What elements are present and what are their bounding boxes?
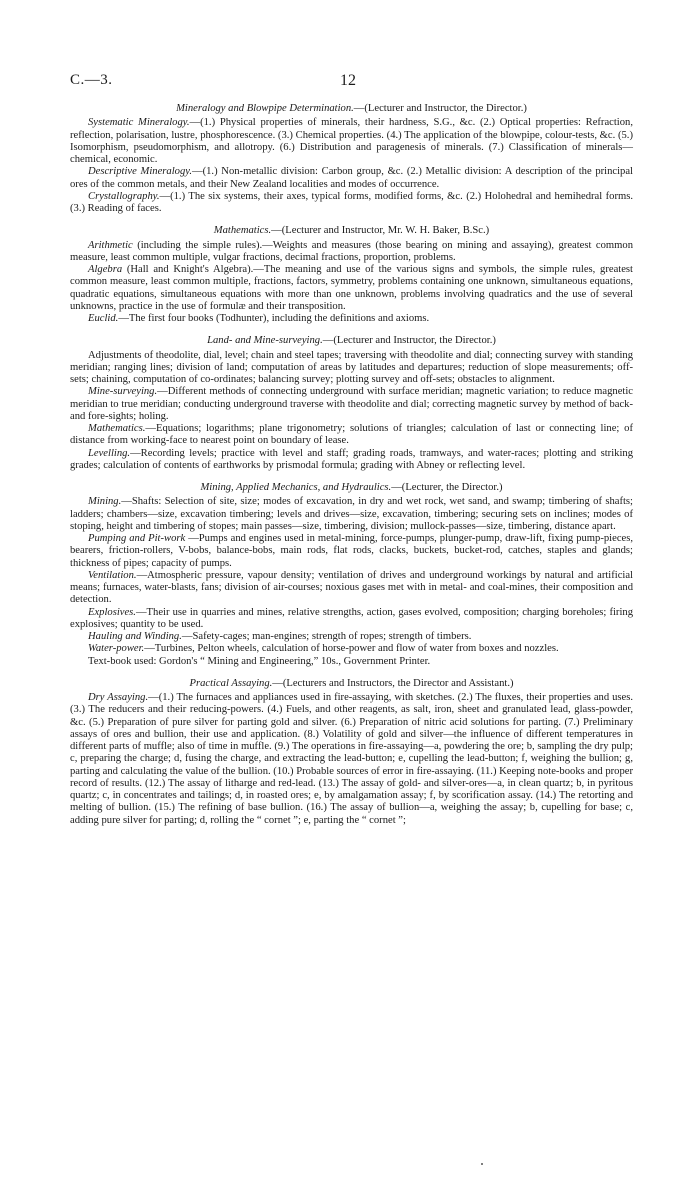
section-heading (70, 225, 633, 237)
section-instructor: —(Lecturers and Instructors, the Director and Assistant.) (272, 677, 514, 689)
section-heading (70, 103, 633, 115)
paragraph-text: —(1.) The furnaces and appliances used in fire-assaying, with sketches. (2.) The fluxes, their properties and uses. (3.) The reducers and their reducing-powers. (4.) Fuels, and other reagents, as salt, iron, sheet and granulated lead, glass-powder, &c. (5.) Preparation of pure silver for parting gold and silver. (6.) Preparation of nitric acid solutions for parting. (7.) Preliminary assays of ores and bullion, their use and application. (8.) Volatility of gold and silver—the influence of different temperatures in different parts of muffle; also of time in muffle. (9.) The operations in fire-assaying—a, powdering the ore; b, sampling the dry pulp; c, preparing the charge; d, fusing the charge, and extracting the lead-button; e, cupelling the lead-button; f, weighing the bullion; g, parting and calculating the value of the bullion. (10.) Probable sources of error in fire-assaying. (11.) Keeping note-books and proper record of results. (12.) The assay of litharge and red-lead. (13.) The assay of gold- and silver-ores—a, in clean quartz; b, in pyritous quartz; c, in concentrates and tailings; d, in roasted ores; e, by amalgamation assay; f, by scorification assay. (14.) The retorting and melting of bullion. (15.) The refining of base bullion. (16.) The assay of bullion—a, weighing the assay; b, cupelling for base; c, adding pure silver for parting; d, rolling the “ cornet ”; e, parting the “ cornet ”; (70, 692, 633, 826)
paragraph-lead: Ventilation. (88, 569, 137, 581)
section-mining (70, 482, 633, 668)
section-instructor: —(Lecturer and Instructor, Mr. W. H. Baker, B.Sc.) (271, 225, 490, 237)
paragraph-text: —Atmospheric pressure, vapour density; ventilation of drives and underground workings by natural and artificial means; furnaces, water-blasts, fans; division of air-courses; noxious gases met with in metal- and coal-mines, their composition and detection. (70, 569, 633, 606)
paragraph (70, 570, 633, 607)
section-mathematics (70, 225, 633, 325)
paragraph-text: —Pumps and engines used in metal-mining, force-pumps, plunger-pump, draw-lift, fixing pump-pieces, bearers, friction-rollers, V-bobs, balance-bobs, main rods, flat rods, clacks, buckets, bucket-rod, catches, staples and glands; thickness of pipes; capacity of pumps. (70, 533, 633, 569)
paragraph-lead: Systematic Mineralogy. (88, 117, 190, 129)
paragraph-lead: Mining. (88, 496, 122, 508)
paragraph-text: —Safety-cages; man-engines; strength of ropes; strength of timbers. (181, 631, 472, 642)
paragraph-lead: Mathematics. (88, 423, 146, 434)
paragraph-lead: Euclid. (88, 313, 119, 324)
paragraph-text: —(1.) Physical properties of minerals, their hardness, S.G., &c. (2.) Optical properties: Refraction, reflection, polarisation, lustre, phosphorescence. (3.) Chemical properties. (4.) The application of the blowpipe, colour-tests, &c. (5.) Isomorphism, pseudomorphism, and allotropy. (6.) Distribution and paragenesis of minerals. (7.) Classification of minerals—chemical, economic. (70, 117, 633, 165)
section-surveying (70, 335, 633, 472)
section-heading (70, 335, 633, 347)
paragraph (70, 117, 633, 166)
paragraph (70, 692, 633, 827)
page-body (70, 103, 633, 837)
paragraph (70, 423, 633, 448)
page-header (70, 72, 630, 96)
paragraph-text: (including the simple rules).—Weights and measures (those bearing on mining and assaying), greatest common measure, least common multiple, vulgar fractions, decimal fractions, proportion, problems. (70, 239, 633, 263)
page-speck (481, 1163, 483, 1165)
paragraph (70, 166, 633, 191)
paragraph-text: Text-book used: Gordon's “ Mining and Engineering,” 10s., Government Printer. (88, 655, 431, 667)
paragraph-lead: Algebra (88, 264, 123, 275)
paragraph-lead: Descriptive Mineralogy. (88, 166, 193, 178)
paragraph-text: —Equations; logarithms; plane trigonometry; solutions of triangles; calculation of last or connecting line; of distance from working-face to nearest point on boundary of lease. (70, 423, 633, 447)
paragraph (70, 496, 633, 533)
paragraph (70, 191, 633, 216)
section-heading (70, 482, 633, 494)
paragraph (70, 350, 633, 387)
page-number: 12 (340, 72, 356, 89)
paragraph (70, 631, 633, 643)
section-instructor: —(Lecturer and Instructor, the Director.) (353, 103, 527, 114)
paragraph-text: —(1.) The six systems, their axes, typical forms, modified forms, &c. (2.) Holohedral and hemihedral forms. (3.) Reading of faces. (70, 190, 633, 214)
paragraph (70, 448, 633, 473)
paragraph-text: —The first four books (Todhunter), including the definitions and axioms. (118, 313, 430, 324)
paragraph-lead: Levelling. (88, 447, 131, 459)
section-title: Mineralogy and Blowpipe Determination. (176, 103, 354, 114)
paragraph-lead: Crystallography. (88, 190, 160, 202)
paragraph-lead: Hauling and Winding. (88, 631, 182, 642)
paragraph (70, 656, 633, 668)
paragraph-text: —Their use in quarries and mines, relative strengths, action, gases evolved, composition; charging boreholes; firing explosives; quantity to be used. (70, 606, 633, 630)
section-instructor: —(Lecturer and Instructor, the Director.) (322, 335, 496, 347)
section-title: Mathematics. (213, 225, 272, 237)
paragraph (70, 643, 633, 655)
section-assaying (70, 678, 633, 827)
paragraph-lead: Arithmetic (88, 239, 133, 251)
paragraph (70, 264, 633, 313)
paragraph (70, 533, 633, 570)
paragraph-text: —Turbines, Pelton wheels, calculation of horse-power and flow of water from boxes and nozzles. (144, 643, 559, 655)
section-heading (70, 678, 633, 690)
section-instructor: —(Lecturer, the Director.) (391, 482, 503, 493)
paragraph-text: Adjustments of theodolite, dial, level; chain and steel tapes; traversing with theodolite and dial; connecting survey with standing meridian; ranging lines; division of land; computation of areas by latitudes and departures; reduction of slope measurements; off-sets; chaining, computation of co-ordinates; balancing survey; plotting survey and off-sets; obstacles to alignment. (70, 349, 633, 385)
section-title: Mining, Applied Mechanics, and Hydraulics. (200, 482, 392, 493)
paragraph (70, 607, 633, 632)
section-title: Practical Assaying. (189, 677, 273, 689)
section-title: Land- and Mine-surveying. (207, 335, 323, 347)
paragraph (70, 313, 633, 325)
paragraph-text: —(1.) Non-metallic division: Carbon group, &c. (2.) Metallic division: A description of the principal ores of the common metals, and their New Zealand localities and modes of occurrence. (70, 166, 634, 190)
paragraph (70, 240, 633, 265)
paragraph-text: —Recording levels; practice with level and staff; grading roads, tramways, and water-races; plotting and striking grades; calculation of contents of earthworks by prismodal formula; grading with Abney or reflecting level. (70, 447, 633, 471)
section-mineralogy (70, 103, 633, 215)
paragraph-lead: Pumping and Pit-work (88, 533, 186, 544)
paragraph-lead: Dry Assaying. (88, 692, 149, 703)
paragraph-text: —Shafts: Selection of site, size; modes of excavation, in dry and wet rock, wet sand, and swamp; timbering of shafts; ladders; chambers—size, excavation timbering; levels and drives—size, excavation, timbering; securing sets on inclines; modes of stoping, height and timbering of stopes; main passes—size, timbering, division; mullock-passes—size, timbering, distance apart. (70, 496, 633, 532)
paragraph-lead: Explosives. (88, 606, 136, 618)
document-reference: C.—3. (70, 72, 113, 88)
paragraph-text: (Hall and Knight's Algebra).—The meaning and use of the various signs and symbols, the simple rules, greatest common measure, least common multiple, fractions, factors, symmetry, problems containing one unknown, simultaneous equations, quadratic equations, simultaneous equations with more than one unknown, problems involving quadratics and the use of several unknowns, practice in the use of formulæ and their transposition. (70, 264, 633, 312)
paragraph-text: —Different methods of connecting underground with surface meridian; magnetic variation; to reduce magnetic meridian to true meridian; conducting underground traverse with theodolite and dial; correcting magnetic survey by method of back- and fore-sights; holing. (70, 386, 633, 422)
paragraph-lead: Water-power. (88, 643, 145, 655)
paragraph (70, 386, 633, 423)
paragraph-lead: Mine-surveying. (88, 386, 158, 398)
